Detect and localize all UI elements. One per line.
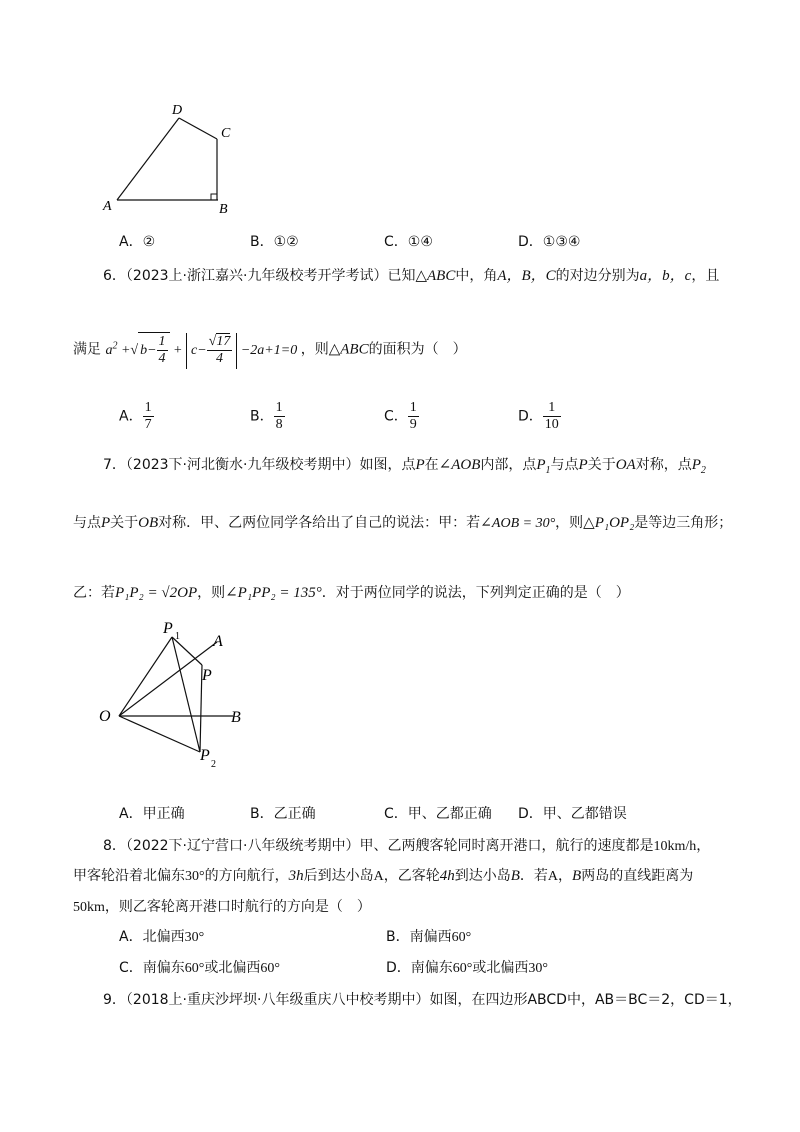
question-source: （2022下·辽宁营口·八年级统考期中）甲、乙两艘客轮同时离开港口，航行的速度都是 <box>125 838 654 854</box>
option-letter: B． <box>250 408 274 425</box>
q8-option-b[interactable] <box>386 927 471 948</box>
label-a: A <box>213 633 223 650</box>
sides-abc: a，b，c <box>639 268 692 284</box>
option-letter: A． <box>119 806 143 822</box>
triangle-abc: △ABC <box>328 341 369 358</box>
distance-value: 50km <box>73 900 105 915</box>
option-angle: 30° <box>184 930 205 945</box>
option-text: 乙正确 <box>273 806 316 822</box>
frac-den: 7 <box>144 417 152 432</box>
label-p: P <box>202 667 212 684</box>
option-text: ①③④ <box>542 234 581 250</box>
label-c: C <box>221 126 231 141</box>
frac-num: 1 <box>158 333 166 349</box>
label-b: B <box>219 202 228 217</box>
frac-den: 10 <box>544 417 559 432</box>
option-text: 甲、乙都错误 <box>542 806 627 822</box>
island-a: A <box>373 869 384 884</box>
option-angle: 60° <box>184 961 205 976</box>
q5-option-b[interactable] <box>250 232 299 252</box>
seg-op2 <box>119 716 200 752</box>
island-b: B <box>510 868 520 884</box>
point-p2 <box>691 457 706 476</box>
frac-num: 1 <box>409 400 417 415</box>
q6-option-c[interactable] <box>384 400 419 433</box>
sqrt-term <box>138 332 169 369</box>
question-source: （2018上·重庆沙坪坝·八年级重庆八中校考期中）如图，在四边形ABCD中，AB＝BC＝2，CD＝1， <box>125 992 742 1008</box>
q8-text: ，乙客轮 <box>383 868 440 884</box>
line-oa: OA <box>615 457 636 473</box>
question-number: 6． <box>103 268 126 284</box>
option-fraction <box>274 400 285 433</box>
option-letter: D． <box>386 960 411 976</box>
option-letter: C． <box>384 234 408 250</box>
q7-text: 关于 <box>587 457 616 473</box>
eq-tail: −2a+1=0 <box>240 342 298 358</box>
option-letter: D． <box>518 806 543 822</box>
frac-den: 8 <box>275 417 283 432</box>
point-p: P <box>578 457 588 473</box>
q8-option-c[interactable] <box>119 958 280 979</box>
eq-op: − <box>147 342 157 358</box>
quadrilateral-figure <box>95 95 245 220</box>
option-fraction <box>543 400 561 433</box>
option-fraction <box>408 400 419 433</box>
q7-text: 是等边三角形； <box>634 515 733 531</box>
var: P <box>691 457 701 473</box>
q7-option-c[interactable] <box>384 804 492 824</box>
time-value: 3h <box>288 868 304 884</box>
option-text: 北偏西 <box>142 929 185 945</box>
frac-num: 1 <box>144 400 152 415</box>
frac-den: 4 <box>216 350 224 366</box>
q7-text: 对称，点 <box>635 457 692 473</box>
q8-line-2 <box>73 866 693 887</box>
q6-text: ，且 <box>691 268 720 284</box>
q7-option-a[interactable] <box>119 804 185 824</box>
q8-text: ，则乙客轮离开港口时航行的方向是（ ） <box>104 899 371 915</box>
island-b: B <box>572 868 582 884</box>
option-text: 南偏东 <box>142 960 185 976</box>
q8-text: 甲客轮沿着北偏东 <box>73 868 185 884</box>
q8-line-1 <box>103 836 710 857</box>
eq-var: a <box>105 342 113 358</box>
option-angle: 30° <box>528 961 548 976</box>
q7-line-2 <box>73 513 732 534</box>
eq-fraction <box>157 334 168 367</box>
q9-line-1 <box>103 990 742 1010</box>
option-letter: B． <box>386 929 410 945</box>
label-p2: P <box>200 747 210 764</box>
q6-text: 满足 <box>73 341 101 358</box>
q5-option-a[interactable] <box>119 232 155 252</box>
sub: 1 <box>545 465 551 476</box>
reflection-figure <box>95 615 270 775</box>
line-ob: OB <box>138 515 159 531</box>
seg-op1 <box>119 637 172 716</box>
sub: 2 <box>700 465 706 476</box>
label-d: D <box>172 103 183 118</box>
condition-jia: ∠AOB = 30° <box>480 516 556 531</box>
label-b: B <box>231 709 241 726</box>
triangle-abc: △ABC <box>415 268 456 284</box>
q6-text: 中，角 <box>455 268 498 284</box>
eq-sqrt17: 17 <box>216 333 231 349</box>
q5-option-d[interactable] <box>518 232 580 252</box>
q7-text: 在 <box>424 457 439 473</box>
q7-text: 内部，点 <box>480 457 537 473</box>
option-text: 甲正确 <box>142 806 185 822</box>
label-o: O <box>99 708 111 725</box>
edge-ad <box>117 118 179 200</box>
option-text: ①④ <box>407 234 433 250</box>
q6-text: 的对边分别为 <box>555 268 640 284</box>
var: P <box>536 457 546 473</box>
q8-text: 的方向航行， <box>204 868 289 884</box>
q7-line-1 <box>103 455 706 481</box>
option-text: 南偏西 <box>409 929 452 945</box>
label-p1: P <box>163 620 173 637</box>
option-text: 甲、乙都正确 <box>407 806 492 822</box>
option-angle: 60° <box>451 930 472 945</box>
label-p1-sub: 1 <box>175 631 180 642</box>
option-letter: A． <box>119 929 143 945</box>
option-letter: C． <box>384 408 408 425</box>
q8-option-d[interactable] <box>386 958 548 979</box>
condition-yi: P₁P₂ = √2OP <box>115 585 198 601</box>
option-text: 或北偏西 <box>204 960 261 976</box>
q6-line-2 <box>73 328 467 369</box>
q7-text: 乙：若 <box>73 585 115 601</box>
option-letter: D． <box>518 408 543 425</box>
option-fraction <box>143 400 154 433</box>
q8-option-a[interactable] <box>119 927 204 948</box>
question-source: （2023上·浙江嘉兴·九年级校考开学考试）已知 <box>125 268 416 284</box>
option-text: 或北偏西 <box>472 960 529 976</box>
point-p1 <box>536 457 551 476</box>
q7-option-d[interactable] <box>518 804 627 824</box>
q7-text: ．对于两位同学的说法，下列判定正确的是（ ） <box>321 585 630 601</box>
option-text: ② <box>142 234 156 250</box>
equation: $a^2$ +√ b− $\frac{1}{4}$ + c− $\frac{√17}{4}$ −2a+1=0 <box>105 343 300 358</box>
q6-option-d[interactable] <box>518 400 561 433</box>
option-text: ①② <box>273 234 299 250</box>
question-number: 8． <box>103 838 126 854</box>
q8-text: 后到达小岛 <box>303 868 374 884</box>
option-text: 南偏东 <box>410 960 453 976</box>
frac-num: 1 <box>543 400 561 417</box>
question-source: （2023下·河北衡水·九年级校考期中）如图，点 <box>125 457 416 473</box>
q7-text: 对称．甲、乙两位同学各给出了自己的说法：甲：若 <box>158 515 481 531</box>
option-angle: 60° <box>452 961 473 976</box>
label-p2-sub: 2 <box>211 759 216 770</box>
frac-num: 1 <box>275 400 283 415</box>
label-a: A <box>103 199 112 214</box>
seg-p1p2 <box>172 637 200 752</box>
angle-aob: ∠AOB <box>438 457 481 473</box>
angles-abc: A，B，C <box>497 268 556 284</box>
option-letter: A． <box>119 234 143 250</box>
speed-value: 10km/h <box>653 839 697 854</box>
result-yi: ∠P₁PP₂ = 135° <box>225 585 322 601</box>
q5-option-c[interactable] <box>384 232 433 252</box>
option-letter: C． <box>119 960 143 976</box>
q7-text: 与点 <box>73 515 101 531</box>
edge-dc <box>179 118 217 139</box>
q6-option-a[interactable] <box>119 400 154 433</box>
eq-var: c <box>191 342 198 358</box>
q7-text: 关于 <box>110 515 139 531</box>
q6-line-1 <box>103 266 719 286</box>
q8-text: ， <box>558 868 573 884</box>
eq-fraction <box>207 334 233 367</box>
frac-num: √17 <box>208 333 231 349</box>
option-letter: C． <box>384 806 408 822</box>
option-letter: B． <box>250 234 274 250</box>
question-number: 7． <box>103 457 126 473</box>
q8-text: ， <box>696 838 711 854</box>
triangle-p1op2: △P₁OP₂ <box>583 515 635 531</box>
q8-text: 到达小岛 <box>454 868 511 884</box>
point-p: P <box>415 457 425 473</box>
point-p: P <box>101 515 111 531</box>
time-value: 4h <box>439 868 455 884</box>
q7-option-b[interactable] <box>250 804 316 824</box>
eq-var: b <box>140 342 148 358</box>
q7-line-3 <box>73 583 630 603</box>
q7-text: ，则 <box>197 585 226 601</box>
q8-text: 两岛的直线距离为 <box>581 868 694 884</box>
island-a: A <box>547 869 559 884</box>
frac-den: 4 <box>158 350 166 366</box>
q7-text: 与点 <box>550 457 579 473</box>
q7-text: ，则 <box>555 515 584 531</box>
q8-line-3 <box>73 897 371 918</box>
frac-den: 9 <box>409 417 417 432</box>
option-letter: A． <box>119 408 143 425</box>
option-letter: D． <box>518 234 543 250</box>
option-letter: B． <box>250 806 274 822</box>
question-number: 9． <box>103 992 126 1008</box>
q6-option-b[interactable] <box>250 400 285 433</box>
abs-term: c− $\frac{√17}{4}$ <box>186 333 237 369</box>
right-angle-mark <box>211 194 217 200</box>
option-angle: 60° <box>260 961 280 976</box>
eq-exp: 2 <box>112 340 118 351</box>
q8-text: ．若 <box>519 868 548 884</box>
q6-text: ，则 <box>300 341 329 358</box>
q6-text: 的面积为（ ） <box>368 341 467 358</box>
angle-value: 30° <box>185 869 205 884</box>
